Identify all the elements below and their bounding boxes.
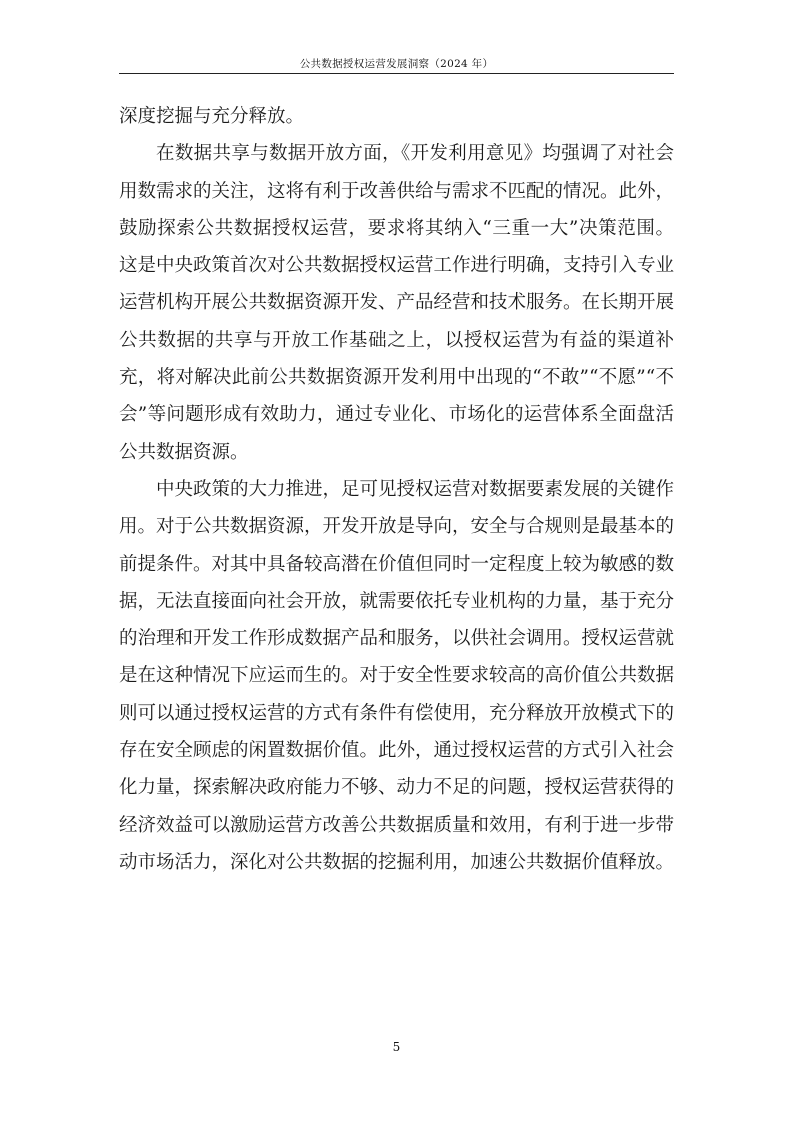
paragraph-data-sharing: 在数据共享与数据开放方面，《开发利用意见》均强调了对社会用数需求的关注，这将有利于改善供给与需求不匹配的情况。此外，鼓励探索公共数据授权运营，要求将其纳入“三重一大”决策范围。这是中央政策首次对公共数据授权运营工作进行明确，支持引入专业运营机构开展公共数据资源开发、产品经营和技术服务。在长期开展公共数据的共享与开放工作基础之上，以授权运营为有益的渠道补充，将对解决此前公共数据资源开发利用中出现的“不敢”“不愿”“不会”等问题形成有效助力，通过专业化、市场化的运营体系全面盘活公共数据资源。 xyxy=(119,143,675,463)
body-text xyxy=(119,98,674,881)
header-divider xyxy=(119,73,674,74)
paragraph-central-policy: 中央政策的大力推进，足可见授权运营对数据要素发展的关键作用。对于公共数据资源，开发开放是导向，安全与合规则是最基本的前提条件。对其中具备较高潜在价值但同时一定程度上较为敏感的数据，无法直接面向社会开放，就需要依托专业机构的力量，基于充分的治理和开发工作形成数据产品和服务，以供社会调用。授权运营就是在这种情况下应运而生的。对于安全性要求较高的高价值公共数据则可以通过授权运营的方式有条件有偿使用，充分释放开放模式下的存在安全顾虑的闲置数据价值。此外，通过授权运营的方式引入社会化力量，探索解决政府能力不够、动力不足的问题，授权运营获得的经济效益可以激励运营方改善公共数据质量和效用，有利于进一步带动市场活力，深化对公共数据的挖掘利用，加速公共数据价值释放。 xyxy=(119,478,675,873)
running-header: 公共数据授权运营发展洞察（2024 年） xyxy=(299,58,494,70)
page-number: 5 xyxy=(392,1040,401,1054)
paragraph-continuation: 深度挖掘与充分释放。 xyxy=(119,106,305,127)
